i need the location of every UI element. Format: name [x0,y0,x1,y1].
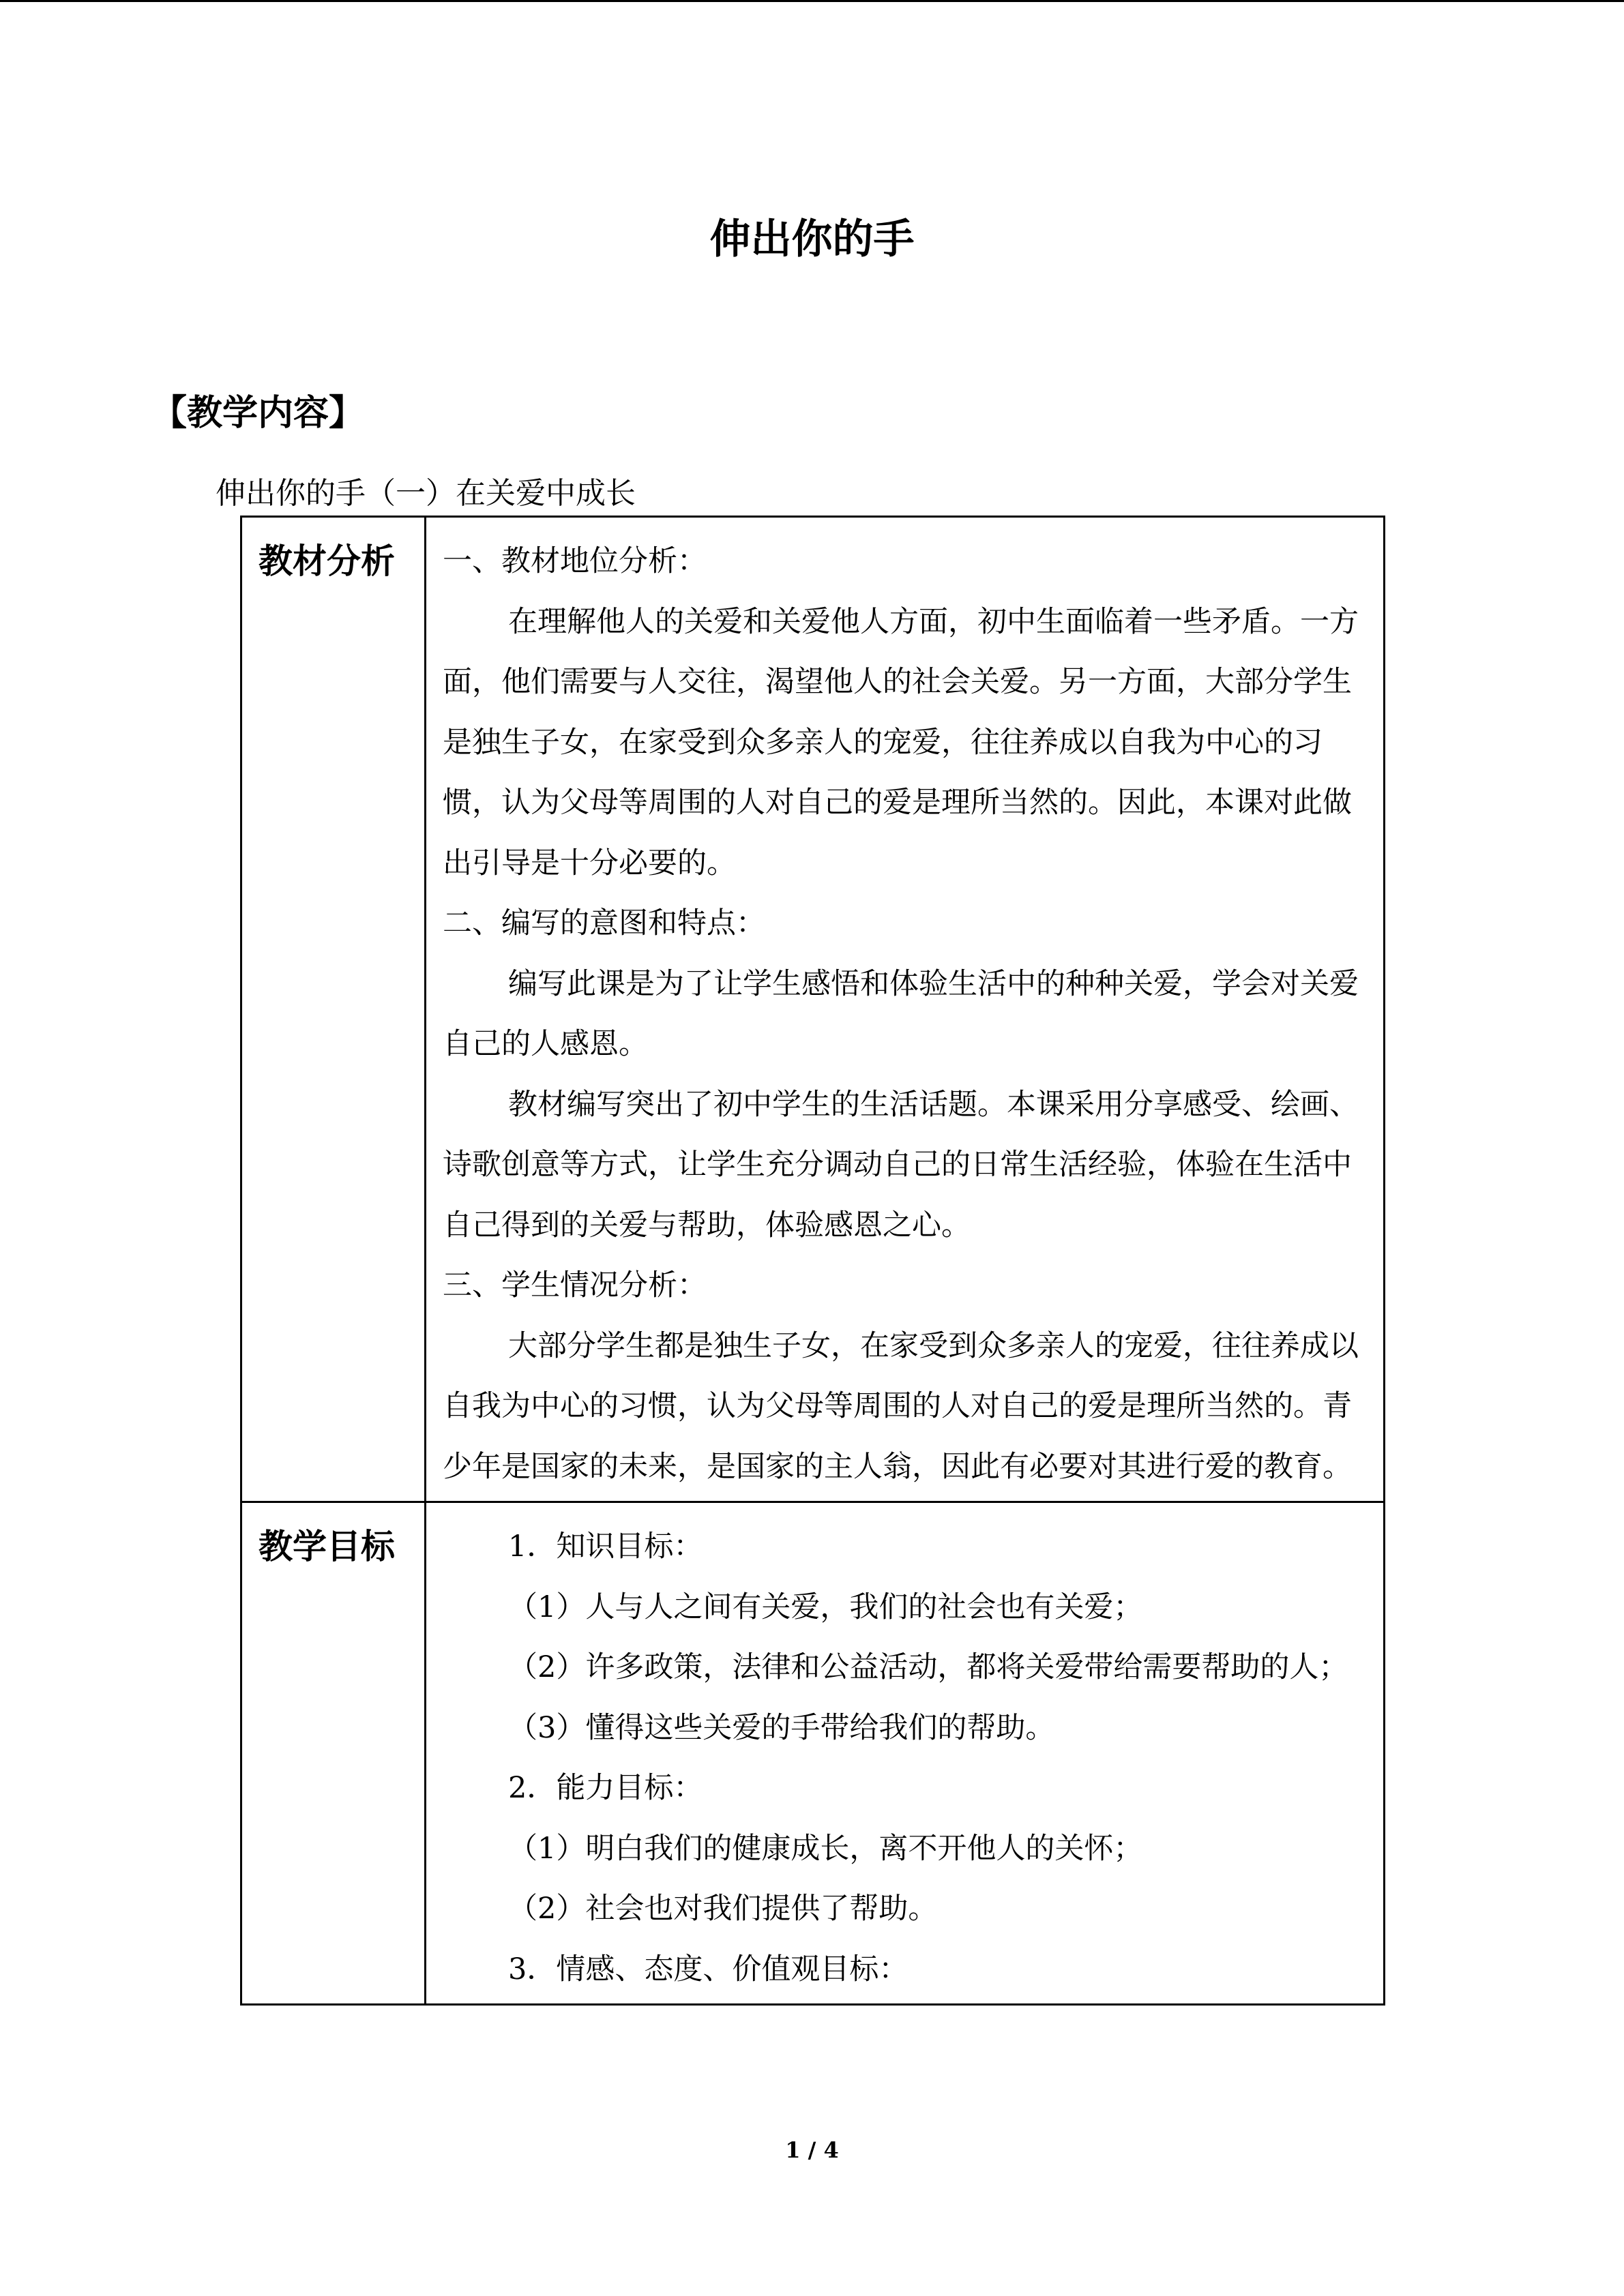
lesson-subtitle: 伸出你的手（一）在关爱中成长 [216,476,636,511]
goal-item: （3）懂得这些关爱的手带给我们的帮助。 [508,1710,1055,1745]
goal-item: （1）人与人之间有关爱，我们的社会也有关爱； [508,1590,1143,1624]
paragraph-heading: 三、学生情况分析： [443,1268,707,1302]
table-row-material-analysis [241,517,1385,1502]
goal-heading: 3．情感、态度、价值观目标： [508,1952,909,1986]
section-heading: 【教学内容】 [151,393,365,434]
lesson-plan-table [240,516,1385,2006]
row-label-teaching-goals: 教学目标 [241,1502,426,2005]
goal-item: （1）明白我们的健康成长，离不开他人的关怀； [508,1831,1143,1866]
page-number: 1 / 4 [785,2137,839,2163]
table-row-teaching-goals [241,1502,1385,2005]
goal-item: （2）社会也对我们提供了帮助。 [508,1892,938,1926]
document-title: 伸出你的手 [709,215,915,263]
paragraph: 大部分学生都是独生子女，在家受到众多亲人的宠爱，往往养成以自我为中心的习惯，认为父母等周围的人对自己的爱是理所当然的。青少年是国家的未来，是国家的主人翁，因此有必要对其进行爱的教育。 [443,1328,1359,1484]
paragraph: 编写此课是为了让学生感悟和体验生活中的种种关爱，学会对关爱自己的人感恩。 [443,966,1359,1061]
paragraph-heading: 二、编写的意图和特点： [443,906,765,940]
paragraph: 教材编写突出了初中学生的生活话题。本课采用分享感受、绘画、诗歌创意等方式，让学生充分调动自己的日常生活经验，体验在生活中自己得到的关爱与帮助，体验感恩之心。 [443,1087,1359,1242]
teaching-goals-content [426,1502,1385,2005]
paragraph: 在理解他人的关爱和关爱他人方面，初中生面临着一些矛盾。一方面，他们需要与人交往，渴望他人的社会关爱。另一方面，大部分学生是独生子女，在家受到众多亲人的宠爱，往往养成以自我为中心的习惯，认为父母等周围的人对自己的爱是理所当然的。因此，本课对此做出引导是十分必要的。 [443,604,1359,880]
goal-heading: 1．知识目标： [508,1530,703,1564]
goal-item: （2）许多政策，法律和公益活动，都将关爱带给需要帮助的人； [508,1650,1348,1684]
goal-heading: 2．能力目标： [508,1771,703,1805]
row-label-material-analysis: 教材分析 [241,517,426,1502]
material-analysis-content [426,517,1385,1502]
paragraph-heading: 一、教材地位分析： [443,544,707,578]
top-border-line [0,0,1624,2]
